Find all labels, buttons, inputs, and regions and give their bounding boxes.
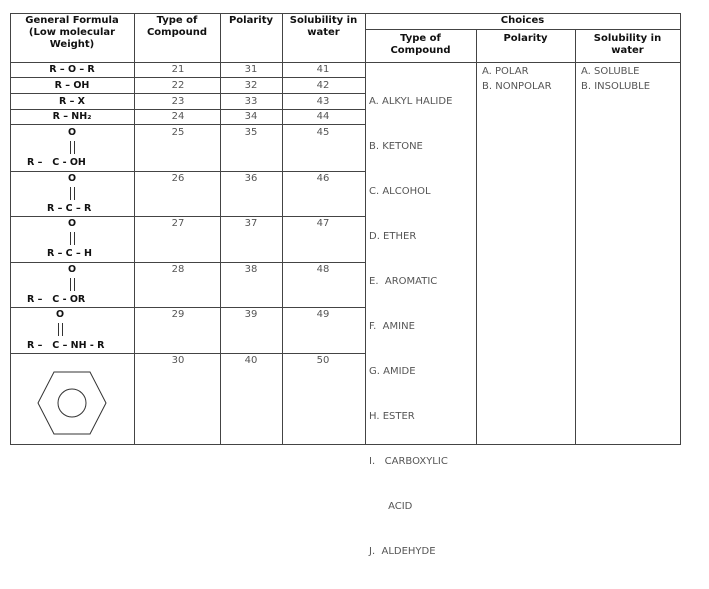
choice-item: E. AROMATIC — [369, 276, 438, 287]
row-divider — [10, 77, 365, 78]
answer-number: 28 — [171, 264, 185, 275]
row-divider — [10, 109, 365, 110]
answer-number: 25 — [171, 127, 185, 138]
answer-number: 27 — [171, 218, 185, 229]
choice-item: B. INSOLUBLE — [581, 81, 651, 92]
formula-amine: R – NH₂ — [52, 111, 92, 122]
header-divider — [10, 62, 680, 63]
formula-carboxylic-acid: R – C - OH — [27, 157, 86, 168]
row-divider — [10, 353, 365, 354]
double-bond — [70, 141, 75, 154]
type-header: Type of Compound — [146, 15, 208, 38]
carbonyl-oxygen: O — [68, 173, 77, 184]
answer-number: 31 — [244, 64, 258, 75]
answer-number: 35 — [244, 127, 258, 138]
row-divider — [10, 307, 365, 308]
row-divider — [10, 216, 365, 217]
choice-item: G. AMIDE — [369, 366, 416, 377]
choice-item: B. KETONE — [369, 141, 423, 152]
polarity-header: Polarity — [228, 15, 274, 26]
answer-number: 40 — [244, 355, 258, 366]
formula-aldehyde: R – C – H — [47, 248, 92, 259]
answer-number: 23 — [171, 96, 185, 107]
answer-number: 33 — [244, 96, 258, 107]
row-divider — [10, 171, 365, 172]
choices-divider — [365, 13, 366, 445]
answer-number: 46 — [316, 173, 330, 184]
col-divider — [220, 13, 221, 445]
answer-number: 29 — [171, 309, 185, 320]
answer-number: 22 — [171, 80, 185, 91]
choice-item: F. AMINE — [369, 321, 415, 332]
row-divider — [10, 124, 365, 125]
table-border-right — [680, 13, 681, 445]
choice-item: D. ETHER — [369, 231, 417, 242]
carbonyl-oxygen: O — [68, 264, 77, 275]
row-divider — [10, 93, 365, 94]
choice-item: A. ALKYL HALIDE — [369, 96, 453, 107]
formula-ether: R – O – R — [49, 64, 95, 75]
type-choices-list — [369, 64, 452, 589]
answer-number: 21 — [171, 64, 185, 75]
answer-number: 43 — [316, 96, 330, 107]
double-bond — [58, 323, 63, 336]
answer-number: 30 — [171, 355, 185, 366]
answer-number: 48 — [316, 264, 330, 275]
benzene-ring-icon — [36, 370, 108, 436]
choices-polarity-header: Polarity — [503, 33, 548, 44]
solubility-header: Solubility in water — [289, 15, 358, 38]
choice-item: A. POLAR — [482, 66, 529, 77]
answer-number: 39 — [244, 309, 258, 320]
choice-item: B. NONPOLAR — [482, 81, 552, 92]
formula-alcohol: R – OH — [54, 80, 90, 91]
answer-number: 34 — [244, 111, 258, 122]
formula-amide: R – C – NH - R — [27, 340, 105, 351]
answer-number: 38 — [244, 264, 258, 275]
choices-type-header: Type of Compound — [390, 33, 451, 56]
answer-number: 47 — [316, 218, 330, 229]
answer-number: 45 — [316, 127, 330, 138]
formula-ketone: R – C – R — [47, 203, 92, 214]
choices-solubility-header: Solubility in water — [593, 33, 662, 56]
answer-number: 26 — [171, 173, 185, 184]
table-border-top — [10, 13, 680, 14]
answer-number: 32 — [244, 80, 258, 91]
choice-item: I. CARBOXYLIC — [369, 456, 448, 467]
answer-number: 44 — [316, 111, 330, 122]
choice-item: J. ALDEHYDE — [369, 546, 436, 557]
answer-number: 42 — [316, 80, 330, 91]
col-divider — [134, 13, 135, 445]
choice-item: A. SOLUBLE — [581, 66, 640, 77]
table-border-bottom — [10, 444, 680, 445]
row-divider — [10, 262, 365, 263]
solubility-choices-list — [581, 64, 650, 94]
carbonyl-oxygen: O — [68, 127, 77, 138]
formula-alkyl-halide: R – X — [58, 96, 85, 107]
double-bond — [70, 187, 75, 200]
double-bond — [70, 278, 75, 291]
answer-number: 36 — [244, 173, 258, 184]
answer-number: 50 — [316, 355, 330, 366]
choice-item: H. ESTER — [369, 411, 415, 422]
answer-number: 24 — [171, 111, 185, 122]
choices-col-divider — [476, 29, 477, 445]
formula-header: General Formula (Low molecular Weight) — [25, 15, 119, 50]
formula-ester: R – C - OR — [27, 294, 86, 305]
choices-header: Choices — [500, 15, 545, 26]
choice-item: C. ALCOHOL — [369, 186, 431, 197]
choice-item: ACID — [369, 501, 413, 512]
answer-number: 41 — [316, 64, 330, 75]
carbonyl-oxygen: O — [68, 218, 77, 229]
col-divider — [282, 13, 283, 445]
double-bond — [70, 232, 75, 245]
answer-number: 49 — [316, 309, 330, 320]
answer-number: 37 — [244, 218, 258, 229]
choices-header-divider — [365, 29, 680, 30]
table-border-left — [10, 13, 11, 445]
polarity-choices-list — [482, 64, 552, 94]
choices-col-divider — [575, 29, 576, 445]
carbonyl-oxygen: O — [56, 309, 65, 320]
